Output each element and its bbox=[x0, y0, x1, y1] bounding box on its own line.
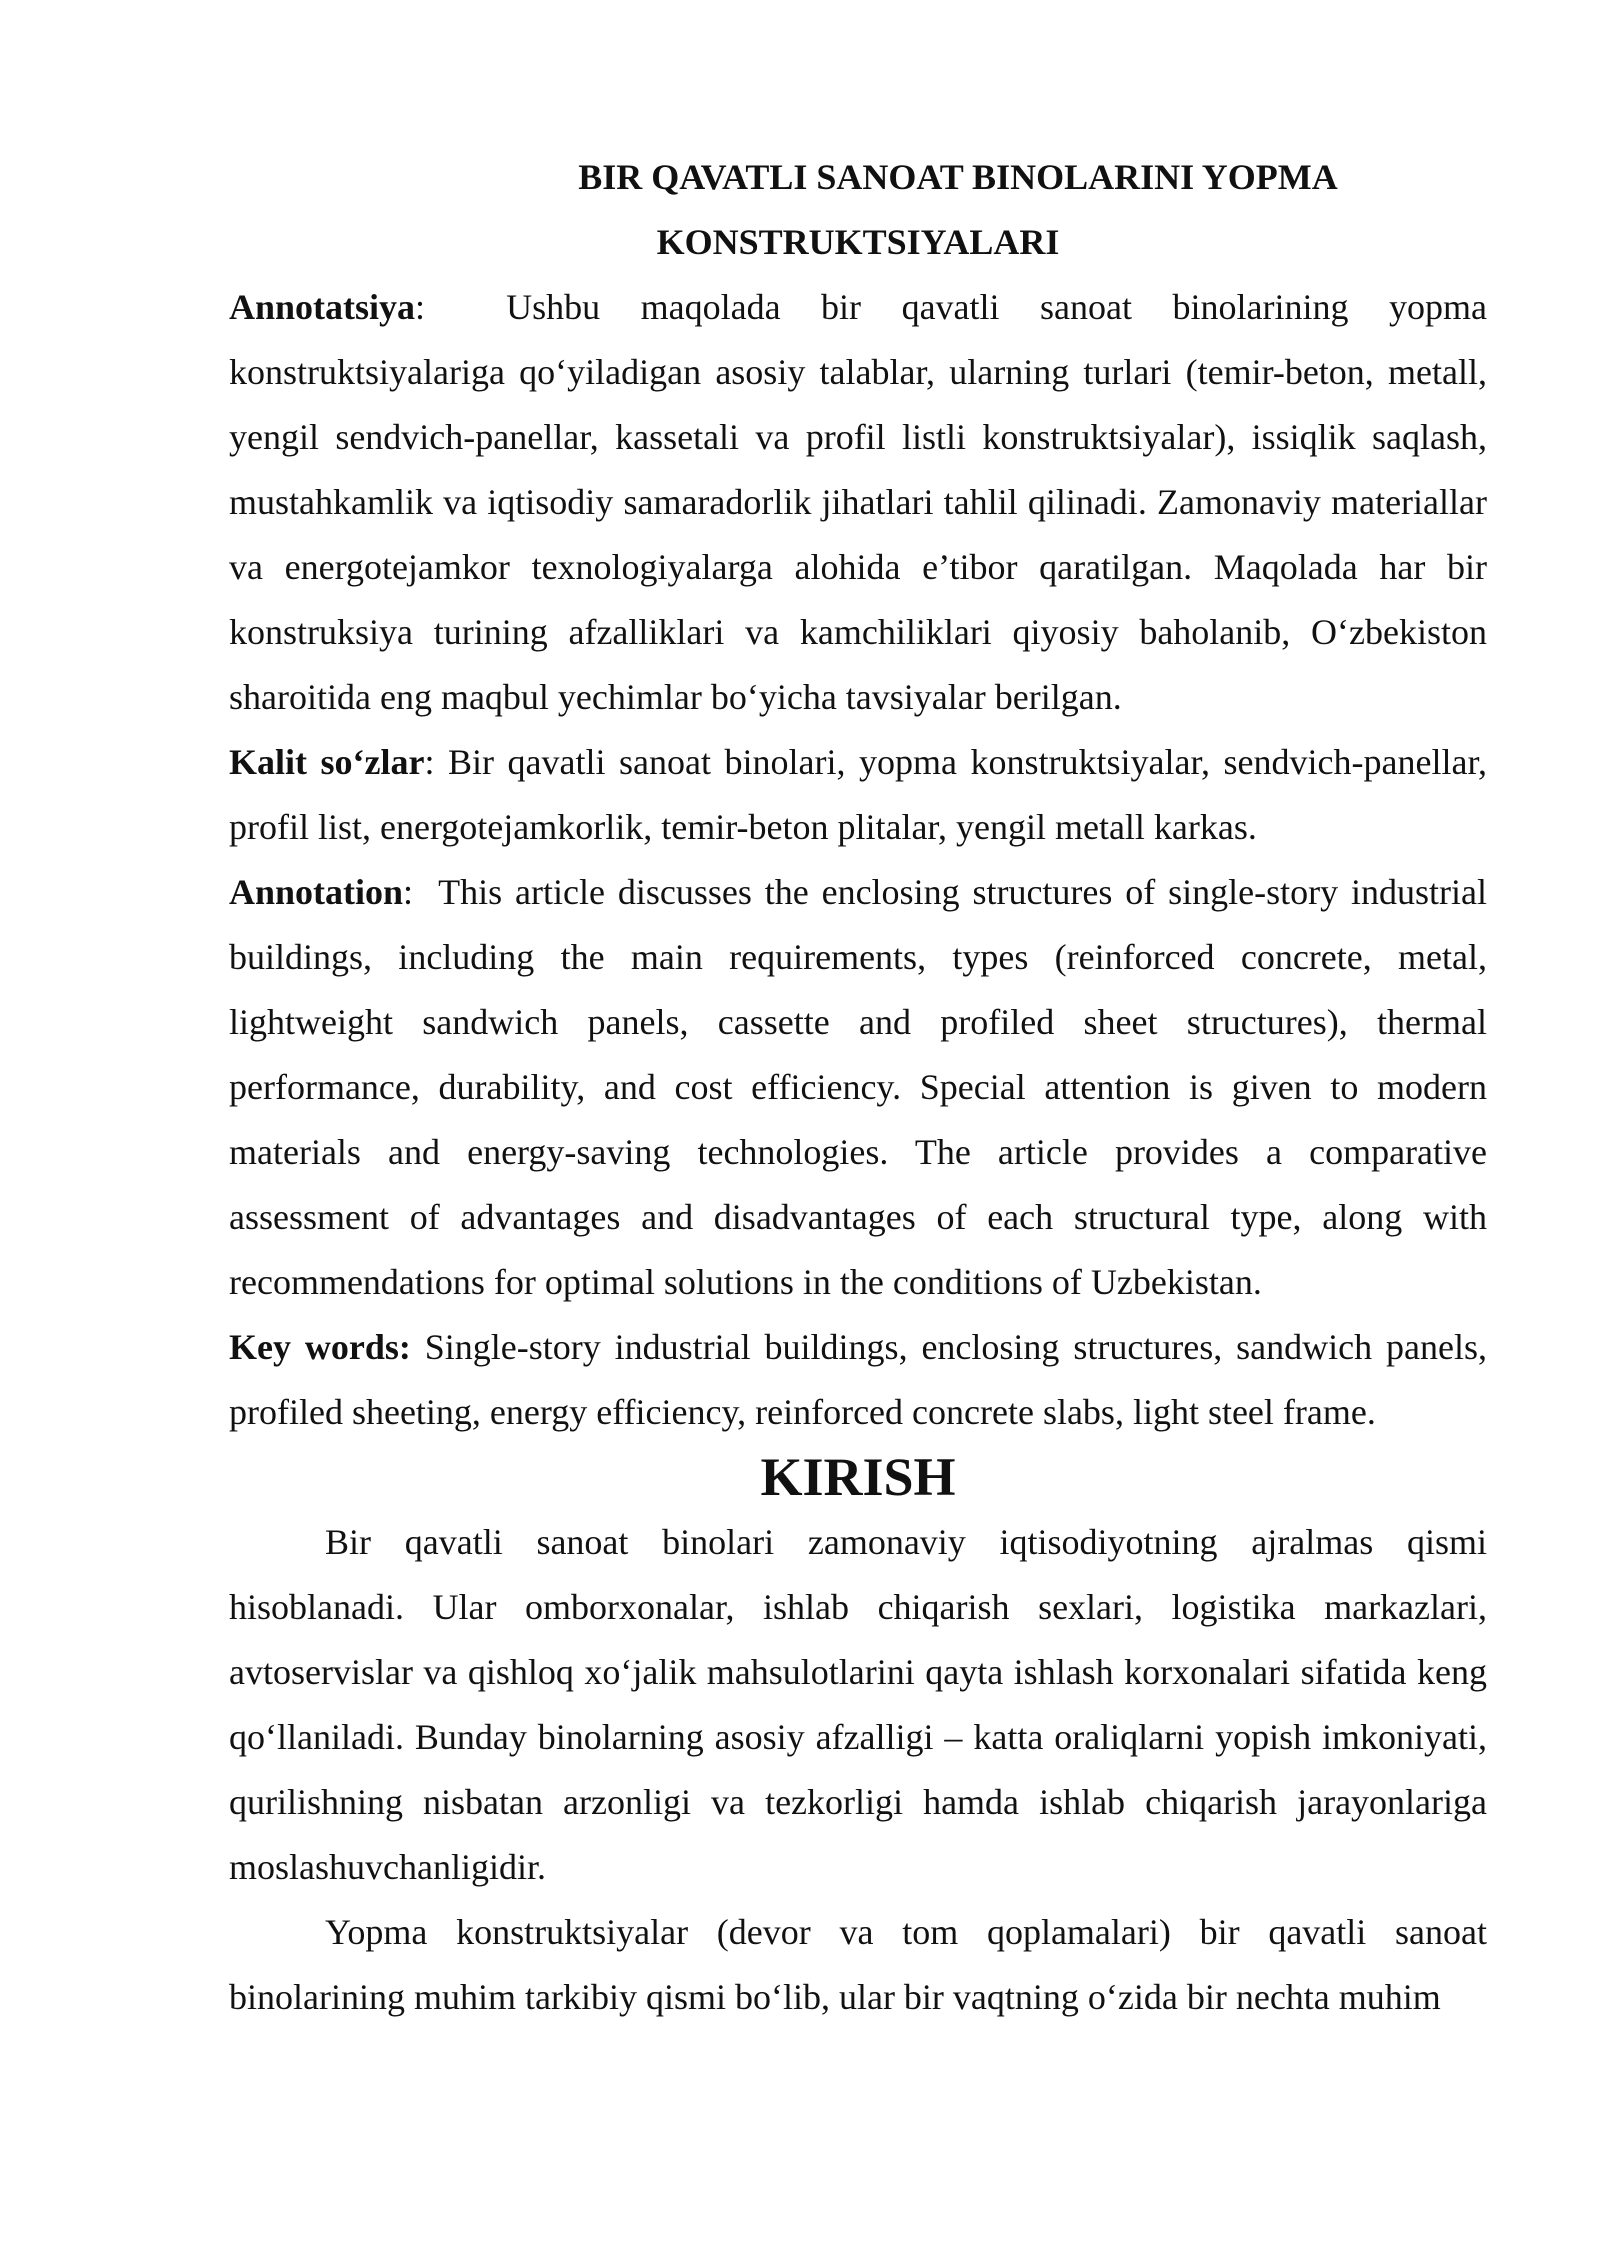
kalit-sozlar-label: Kalit so‘zlar bbox=[229, 742, 425, 782]
annotation-label: Annotation bbox=[229, 872, 404, 912]
annotatsiya-label: Annotatsiya bbox=[229, 287, 416, 327]
kirish-paragraph-2: Yopma konstruktsiyalar (devor va tom qoplamalari) bir qavatli sanoat binolarining muhim tarkibiy qismi bo‘lib, ular bir vaqtning o‘zida bir nechta muhim bbox=[229, 1912, 1487, 2017]
kirish-heading: KIRISH bbox=[760, 1447, 956, 1507]
kalit-sozlar-paragraph: Kalit so‘zlar: Bir qavatli sanoat binolari, yopma konstruktsiyalar, sendvich-panellar, profil list, energotejamkorlik, temir-beton plitalar, yengil metall karkas. bbox=[229, 742, 1487, 847]
annotatsiya-paragraph: Annotatsiya: Ushbu maqolada bir qavatli sanoat binolarining yopma konstruktsiyalariga qo‘yiladigan asosiy talablar, ularning turlari (temir-beton, metall, yengil sendvich-panellar, kassetali va profil listli konstruktsiyalar), issiqlik saqlash, mustahkamlik va iqtisodiy samaradorlik jihatlari tahlil qilinadi. Zamonaviy materiallar va energotejamkor texnologiyalarga alohida e’tibor qaratilgan. Maqolada har bir konstruksiya turining afzalliklari va kamchiliklari qiyosiy baholanib, O‘zbekiston sharoitida eng maqbul yechimlar bo‘yicha tavsiyalar berilgan. bbox=[229, 287, 1487, 717]
kalit-sozlar-text: Bir qavatli sanoat binolari, yopma konstruktsiyalar, sendvich-panellar, profil list, energotejamkorlik, temir-beton plitalar, yengil metall karkas. bbox=[229, 742, 1487, 847]
title-line-1: BIR QAVATLI SANOAT BINOLARINI YOPMA bbox=[578, 157, 1338, 197]
annotatsiya-text: Ushbu maqolada bir qavatli sanoat binolarining yopma konstruktsiyalariga qo‘yiladigan asosiy talablar, ularning turlari (temir-beton, metall, yengil sendvich-panellar, kassetali va profil listli konstruktsiyalar), issiqlik saqlash, mustahkamlik va iqtisodiy samaradorlik jihatlari tahlil qilinadi. Zamonaviy materiallar va energotejamkor texnologiyalarga alohida e’tibor qaratilgan. Maqolada har bir konstruksiya turining afzalliklari va kamchiliklari qiyosiy baholanib, O‘zbekiston sharoitida eng maqbul yechimlar bo‘yicha tavsiyalar berilgan. bbox=[229, 287, 1487, 717]
key-words-text: Single-story industrial buildings, enclosing structures, sandwich panels, profiled sheeting, energy efficiency, reinforced concrete slabs, light steel frame. bbox=[229, 1327, 1488, 1432]
annotation-text: This article discusses the enclosing structures of single-story industrial buildings, including the main requirements, types (reinforced concrete, metal, lightweight sandwich panels, cassette and profiled sheet structures), thermal performance, durability, and cost efficiency. Special attention is given to modern materials and energy-saving technologies. The article provides a comparative assessment of advantages and disadvantages of each structural type, along with recommendations for optimal solutions in the conditions of Uzbekistan. bbox=[229, 872, 1488, 1302]
document-title bbox=[229, 145, 1487, 275]
kirish-paragraph-1: Bir qavatli sanoat binolari zamonaviy iqtisodiyotning ajralmas qismi hisoblanadi. Ular omborxonalar, ishlab chiqarish sexlari, logistika markazlari, avtoservislar va qishloq xo‘jalik mahsulotlarini qayta ishlash korxonalari sifatida keng qo‘llaniladi. Bunday binolarning asosiy afzalligi – katta oraliqlarni yopish imkoniyati, qurilishning nisbatan arzonligi va tezkorligi hamda ishlab chiqarish jarayonlariga moslashuvchanligidir. bbox=[229, 1522, 1487, 1887]
document-page bbox=[229, 145, 1487, 2030]
key-words-paragraph bbox=[229, 1315, 1487, 1445]
key-words-label: Key words: bbox=[229, 1327, 411, 1367]
title-line-2: KONSTRUKTSIYALARI bbox=[656, 222, 1060, 262]
annotation-paragraph: Annotation: This article discusses the enclosing structures of single-story industrial buildings, including the main requirements, types (reinforced concrete, metal, lightweight sandwich panels, cassette and profiled sheet structures), thermal performance, durability, and cost efficiency. Special attention is given to modern materials and energy-saving technologies. The article provides a comparative assessment of advantages and disadvantages of each structural type, along with recommendations for optimal solutions in the conditions of Uzbekistan. bbox=[229, 872, 1488, 1302]
